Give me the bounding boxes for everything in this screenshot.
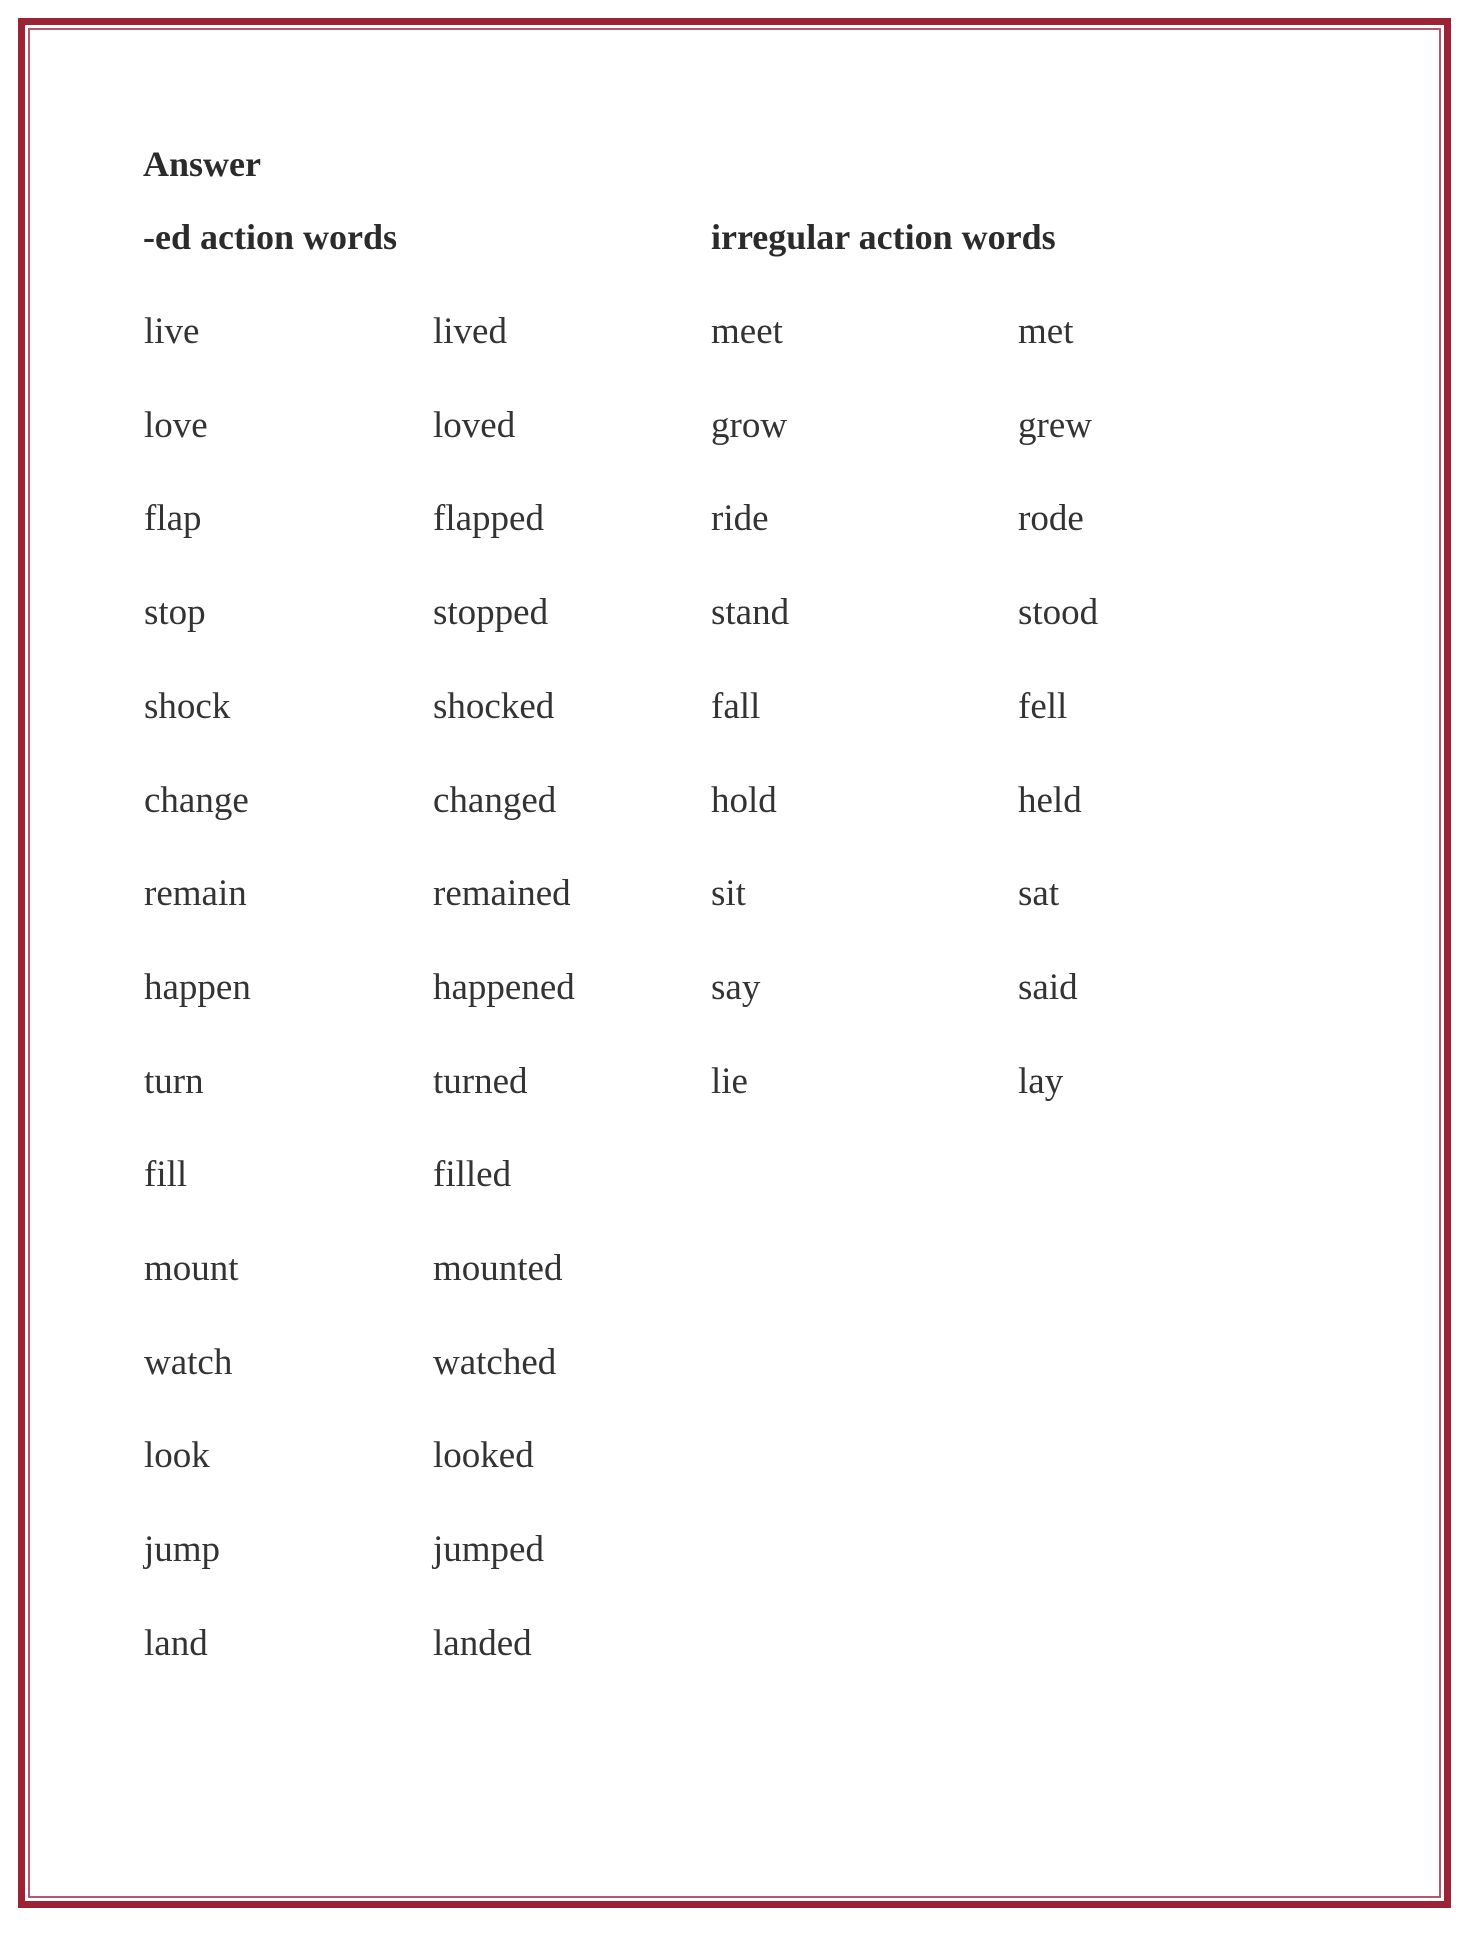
past-tense-word: landed [433,1622,532,1664]
base-word: mount [144,1248,239,1289]
past-tense-word: held [1018,779,1082,821]
past-tense-word: mounted [433,1248,563,1289]
base-word: look [144,1435,210,1477]
base-word: live [144,311,200,352]
base-word: flap [144,498,202,540]
base-word: watch [144,1341,233,1383]
base-word: meet [711,311,783,352]
base-word: remain [144,873,247,915]
past-tense-word: looked [433,1435,534,1477]
base-word: fill [144,1154,188,1196]
past-tense-word: loved [433,404,516,446]
past-tense-word: rode [1018,498,1084,540]
past-tense-word: filled [433,1154,512,1196]
base-word: love [144,404,208,446]
past-tense-word: lay [1018,1060,1064,1102]
base-word: turn [144,1060,204,1102]
page-title: Answer [143,144,261,184]
past-tense-word: jumped [433,1529,544,1571]
base-word: change [144,779,249,821]
base-word: happen [144,966,251,1008]
base-word: say [711,966,761,1008]
base-word: stop [144,592,206,634]
past-tense-word: fell [1018,685,1068,727]
base-word: shock [144,685,231,727]
base-word: lie [711,1060,748,1102]
page-border-inner [28,28,1441,1898]
section-heading-irregular: irregular action words [711,217,1056,257]
past-tense-word: said [1018,966,1078,1008]
past-tense-word: happened [433,966,575,1008]
section-heading-ed: -ed action words [143,217,397,257]
base-word: stand [711,592,790,634]
past-tense-word: stood [1018,592,1099,634]
base-word: hold [711,779,777,821]
past-tense-word: sat [1018,873,1060,915]
past-tense-word: grew [1018,404,1092,446]
past-tense-word: lived [433,311,507,352]
past-tense-word: changed [433,779,557,821]
base-word: grow [711,404,788,446]
past-tense-word: remained [433,873,571,915]
past-tense-word: flapped [433,498,544,540]
base-word: fall [711,685,761,727]
past-tense-word: shocked [433,685,555,727]
past-tense-word: stopped [433,592,549,634]
base-word: land [144,1622,208,1664]
past-tense-word: turned [433,1060,528,1102]
base-word: sit [711,873,746,915]
past-tense-word: met [1018,311,1074,352]
past-tense-word: watched [433,1341,557,1383]
base-word: jump [144,1529,221,1571]
base-word: ride [711,498,769,540]
